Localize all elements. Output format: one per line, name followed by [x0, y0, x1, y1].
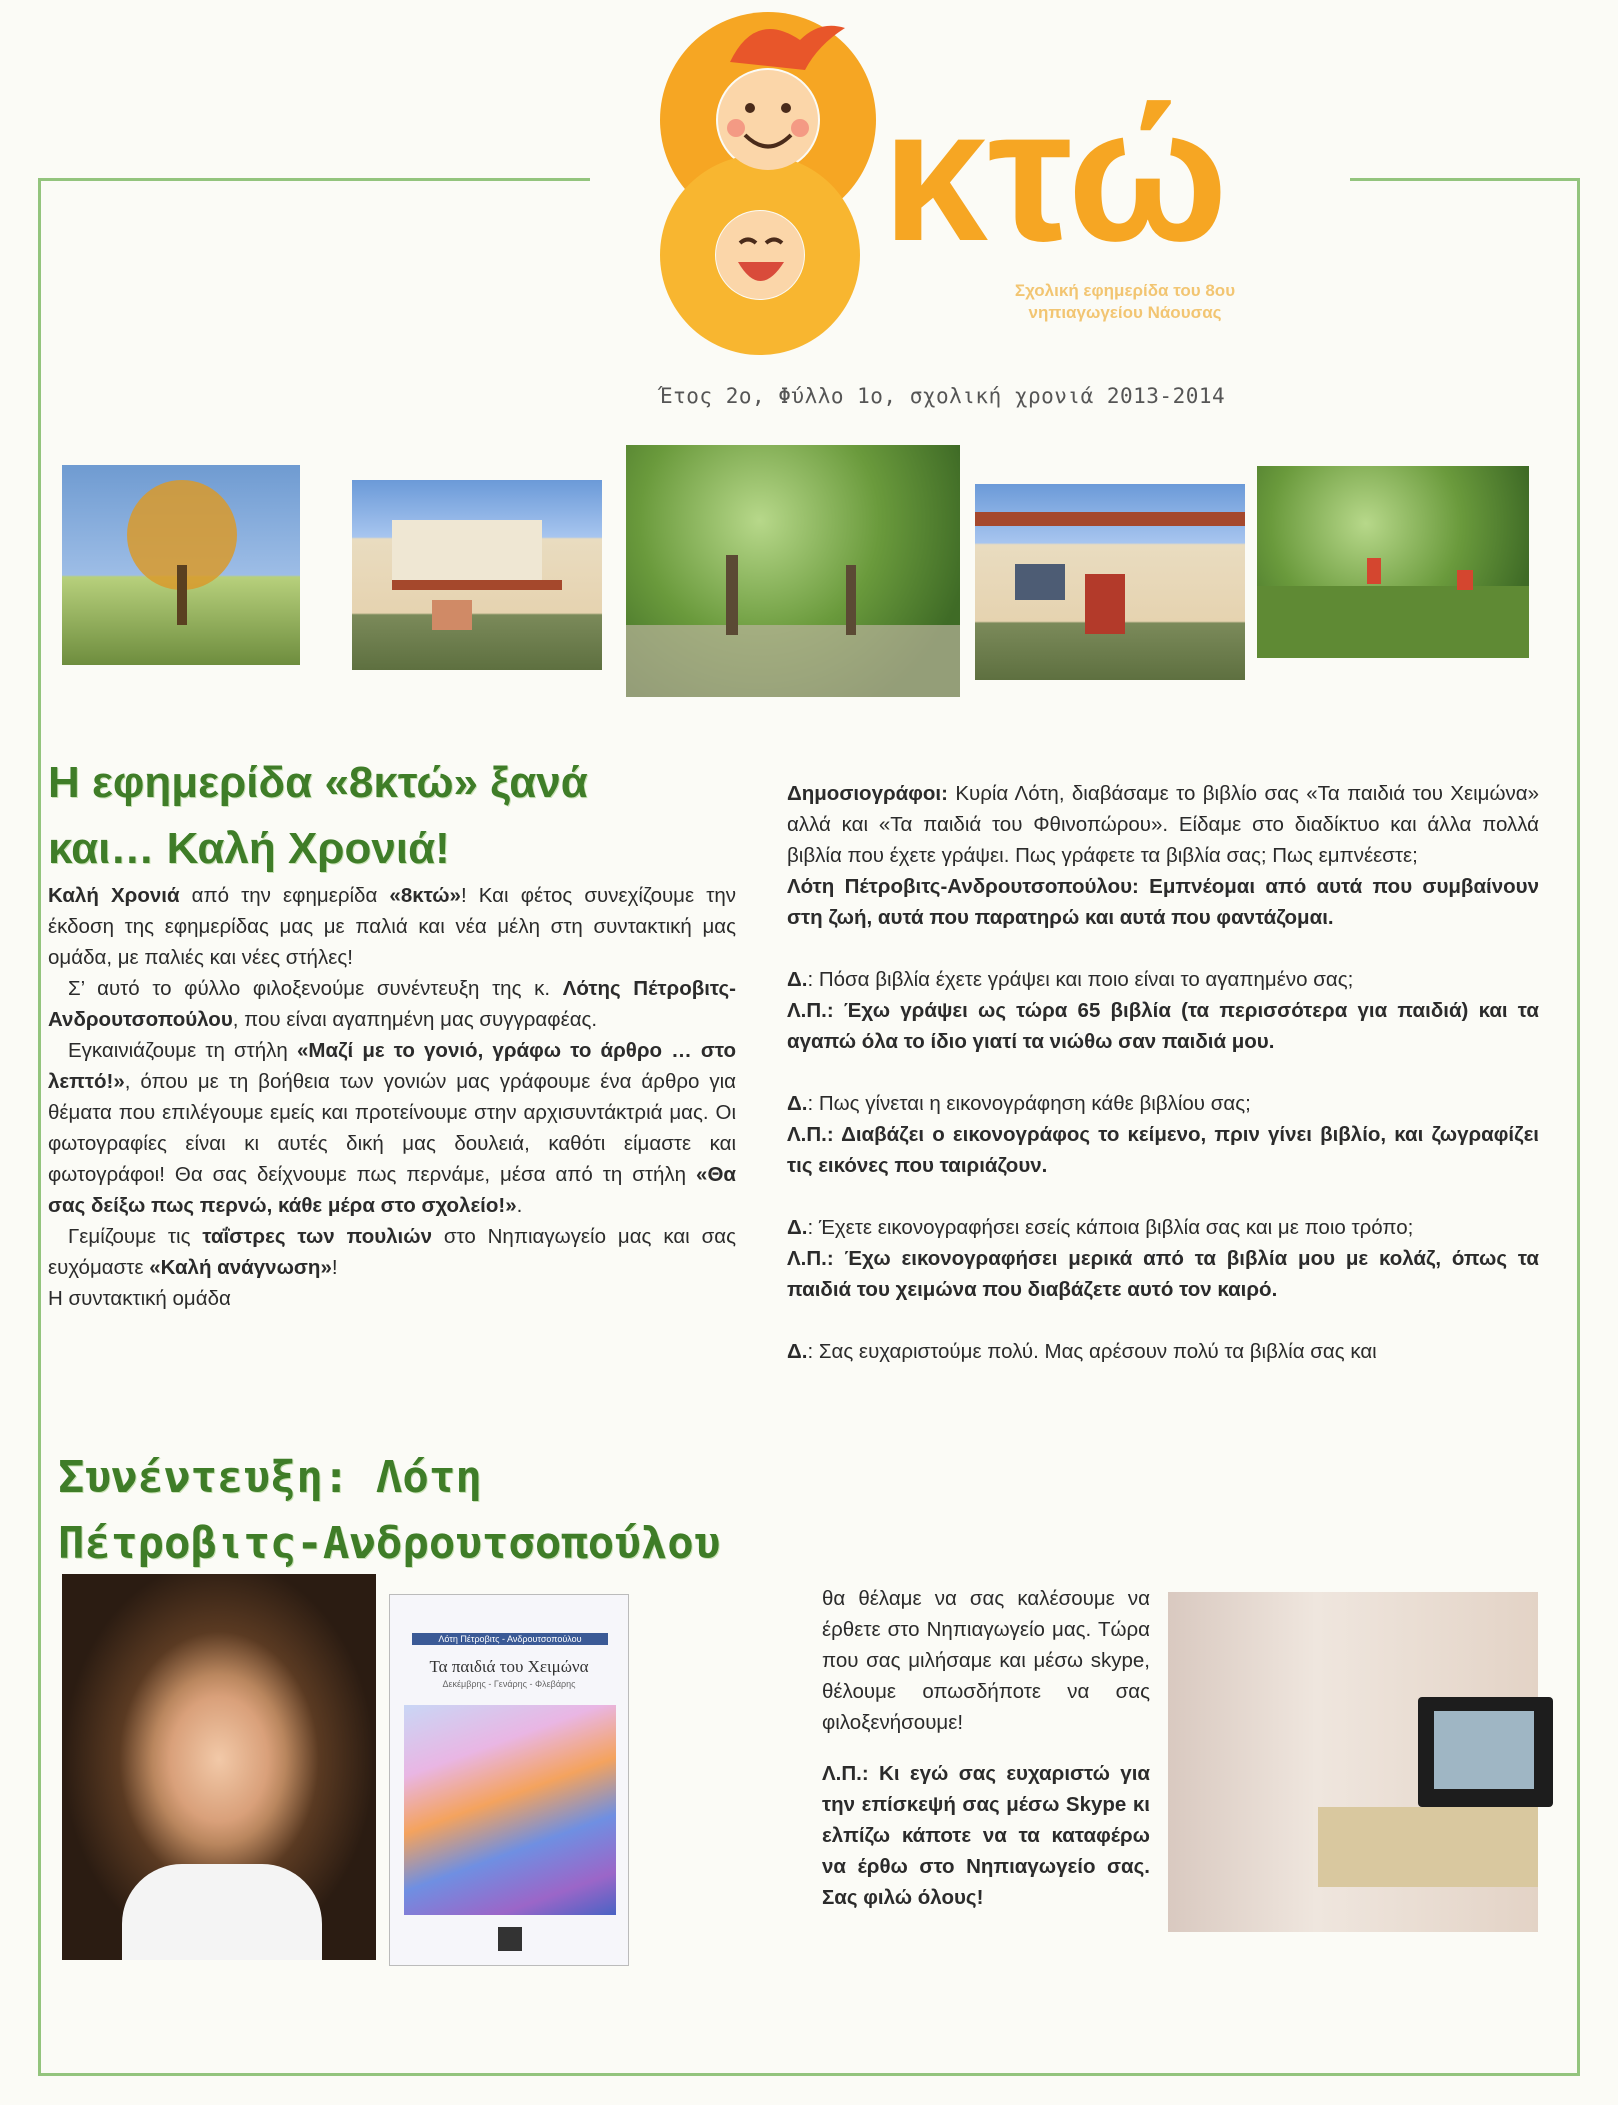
logo-letters: κτώ	[882, 69, 1228, 281]
question-4: Δ.: Έχετε εικονογραφήσει εσείς κάποια βιβλία σας και με ποιο τρόπο;	[787, 1216, 1414, 1239]
headline-line-1: Η εφημερίδα «8κτώ» ξανά	[48, 758, 588, 807]
paragraph-intro: Καλή Χρονιά από την εφημερίδα «8κτώ»! Και φέτος συνεχίζουμε την έκδοση της εφημερίδας μας με παλιά και νέα μέλη στη συντακτική μας ομάδα, με παλιές και νέες στήλες!	[48, 884, 736, 969]
author-portrait	[62, 1574, 376, 1960]
book-cover	[389, 1594, 629, 1966]
book-collage-art	[404, 1705, 616, 1915]
porch-icon	[975, 484, 1245, 680]
interview-body	[787, 778, 1539, 1367]
photo-school-yard	[62, 465, 300, 665]
issue-line: Έτος 2ο, Φύλλο 1ο, σχολική χρονιά 2013-2014	[660, 384, 1226, 408]
headline-line-2: και… Καλή Χρονιά!	[48, 824, 450, 873]
skype-call-photo	[1168, 1592, 1538, 1932]
interview-title-line-1: Συνέντευξη: Λότη	[58, 1452, 482, 1503]
answer-4: Λ.Π.: Έχω εικονογραφήσει μερικά από τα βιβλία μου με κολάζ, όπως τα παιδιά του χειμώνα που διαβάζετε αυτό τον καιρό.	[787, 1247, 1539, 1301]
answer-2: Λ.Π.: Έχω γράψει ως τώρα 65 βιβλία (τα περισσότερα για παιδιά) και τα αγαπώ όλα το ίδιο γιατί τα νιώθω σαν παιδιά μου.	[787, 999, 1539, 1053]
masthead-tagline: Σχολική εφημερίδα του 8ου νηπιαγωγείου Νάουσας	[1014, 281, 1236, 322]
article-headline	[48, 750, 768, 882]
video-call-screen	[1434, 1711, 1534, 1789]
question-3: Δ.: Πως γίνεται η εικονογράφηση κάθε βιβλίου σας;	[787, 1092, 1251, 1115]
photo-playground	[1257, 466, 1529, 658]
question-1: Δημοσιογράφοι: Κυρία Λότη, διαβάσαμε το βιβλίο σας «Τα παιδιά του Χειμώνα» αλλά και «Τα παιδιά του Φθινοπώρου». Είδαμε στο διαδίκτυο και άλλα πολλά βιβλία που έχετε γράψει. Πως γράφετε τα βιβλία σας; Πως εμπνέεστε;	[787, 782, 1539, 867]
editorial-signature: Η συντακτική ομάδα	[48, 1287, 231, 1310]
slide-icon	[1257, 466, 1529, 658]
answer-3: Λ.Π.: Διαβάζει ο εικονογράφος το κείμενο, πριν γίνει βιβλίο, και ζωγραφίζει τις εικόνες που ταιριάζουν.	[787, 1123, 1539, 1177]
tree-canopy-icon	[626, 445, 960, 697]
paragraph-new-column: Εγκαινιάζουμε τη στήλη «Μαζί με το γονιό, γράφω το άρθρο … στο λεπτό!», όπου με τη βοήθεια των γονιών μας γράφουμε ένα άρθρο για θέματα που επιλέγουμε εμείς και προτείνουμε στην αρχισυντάκτριά μας. Οι φωτογραφίες είναι κι αυτές δική μας δουλειά, καθότι είμαστε και φωτογράφοι! Θα σας δείχνουμε πως περνάμε, μέσα από τη στήλη «Θα σας δείξω πως περνώ, κάθε μέρα στο σχολείο!».	[48, 1039, 736, 1217]
monitor-icon	[1418, 1697, 1553, 1807]
portrait-collar	[122, 1864, 322, 1960]
question-5-line-1: Δ.: Σας ευχαριστούμε πολύ. Μας αρέσουν πολύ τα βιβλία σας και	[787, 1340, 1377, 1363]
tree-icon	[62, 465, 300, 665]
interview-title	[58, 1445, 778, 1577]
masthead	[590, 0, 1350, 370]
article-body	[48, 880, 736, 1314]
desk	[1318, 1807, 1538, 1887]
photo-yard-trees	[626, 445, 960, 697]
interview-title-line-2: Πέτροβιτς-Ανδρουτσοπούλου	[58, 1518, 721, 1569]
book-series-band: Λότη Πέτροβιτς - Ανδρουτσοπούλου	[412, 1633, 608, 1645]
book-title: Τα παιδιά του Χειμώνα	[429, 1657, 589, 1676]
photo-school-building	[352, 480, 602, 670]
question-5-rest: θα θέλαμε να σας καλέσουμε να έρθετε στο Νηπιαγωγείο μας. Τώρα που σας μιλήσαμε και μέσω skype, θέλουμε οπωσδήποτε να σας φιλοξενήσουμε!	[822, 1587, 1150, 1734]
answer-5: Λ.Π.: Κι εγώ σας ευχαριστώ για την επίσκεψή σας μέσω Skype κι ελπίζω κάποτε να τα καταφέρω να έρθω στο Νηπιαγωγείο σας. Σας φιλώ όλους!	[822, 1762, 1150, 1909]
photo-school-entrance	[975, 484, 1245, 680]
question-2: Δ.: Πόσα βιβλία έχετε γράψει και ποιο είναι το αγαπημένο σας;	[787, 968, 1354, 991]
paragraph-interview-note: Σ’ αυτό το φύλλο φιλοξενούμε συνέντευξη της κ. Λότης Πέτροβιτς-Ανδρουτσοπούλου, που είναι αγαπημένη μας συγγραφέας.	[48, 977, 736, 1031]
publisher-logo-icon	[498, 1927, 522, 1951]
paragraph-bird-feeders: Γεμίζουμε τις ταΐστρες των πουλιών στο Νηπιαγωγείο μας και σας ευχόμαστε «Καλή ανάγνωση»!	[48, 1225, 737, 1279]
book-months: Δεκέμβρης - Γενάρης - Φλεβάρης	[442, 1679, 576, 1689]
interview-body-narrow	[822, 1583, 1150, 1913]
answer-1: Λότη Πέτροβιτς-Ανδρουτσοπούλου: Εμπνέομαι από αυτά που συμβαίνουν στη ζωή, αυτά που παρατηρώ και αυτά που φαντάζομαι.	[787, 875, 1539, 929]
building-icon	[352, 480, 602, 670]
